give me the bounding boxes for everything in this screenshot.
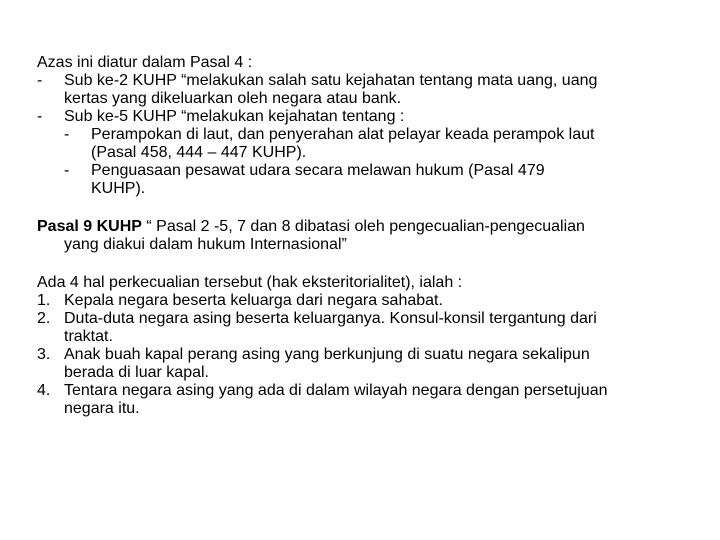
list-item-text: Kepala negara beserta keluarga dari negara sahabat.: [64, 292, 443, 309]
section1-intro: Azas ini diatur dalam Pasal 4 :: [37, 54, 253, 71]
sub-list-item: [37, 162, 687, 180]
pasal-9-text: “ Pasal 2 -5, 7 dan 8 dibatasi oleh pengecualian-pengecualian: [141, 218, 585, 235]
number-marker: 2.: [37, 310, 51, 327]
list-item-text: Tentara negara asing yang ada di dalam wilayah negara dengan persetujuan: [64, 382, 608, 399]
pasal-9-heading: Pasal 9 KUHP: [37, 218, 142, 235]
list-item-continuation: (Pasal 458, 444 – 447 KUHP).: [91, 144, 307, 161]
pasal-9-paragraph: [37, 218, 687, 236]
list-item: [37, 292, 687, 310]
list-item-text: Duta-duta negara asing beserta keluarganya. Konsul-konsil tergantung dari: [64, 310, 597, 327]
bullet-marker: -: [64, 126, 70, 143]
list-item: [37, 108, 687, 126]
list-item-continuation: berada di luar kapal.: [64, 364, 209, 381]
list-item: [37, 346, 687, 364]
bullet-marker: -: [37, 72, 43, 89]
bullet-marker: -: [64, 162, 70, 179]
list-item-text: Penguasaan pesawat udara secara melawan hukum (Pasal 479: [91, 162, 545, 179]
section3-intro: Ada 4 hal perkecualian tersebut (hak eksteritorialitet), ialah :: [37, 274, 463, 291]
list-item-text: Anak buah kapal perang asing yang berkunjung di suatu negara sekalipun: [64, 346, 590, 363]
pasal-9-continuation: yang diakui dalam hukum Internasional”: [64, 236, 347, 253]
number-marker: 4.: [37, 382, 51, 399]
list-item-continuation: traktat.: [64, 328, 113, 345]
list-item-continuation: KUHP).: [91, 180, 146, 197]
list-item-text: Perampokan di laut, dan penyerahan alat pelayar keada perampok laut: [91, 126, 595, 143]
number-marker: 1.: [37, 292, 51, 309]
list-item-text: Sub ke-2 KUHP “melakukan salah satu kejahatan tentang mata uang, uang: [64, 72, 598, 89]
list-item: [37, 382, 687, 400]
list-item: [37, 310, 687, 328]
bullet-marker: -: [37, 108, 43, 125]
slide-content: [37, 54, 687, 418]
list-item: [37, 72, 687, 90]
list-item-continuation: negara itu.: [64, 400, 140, 417]
number-marker: 3.: [37, 346, 51, 363]
list-item-continuation: kertas yang dikeluarkan oleh negara atau bank.: [64, 90, 402, 107]
sub-list-item: [37, 126, 687, 144]
list-item-text: Sub ke-5 KUHP “melakukan kejahatan tentang :: [64, 108, 405, 125]
